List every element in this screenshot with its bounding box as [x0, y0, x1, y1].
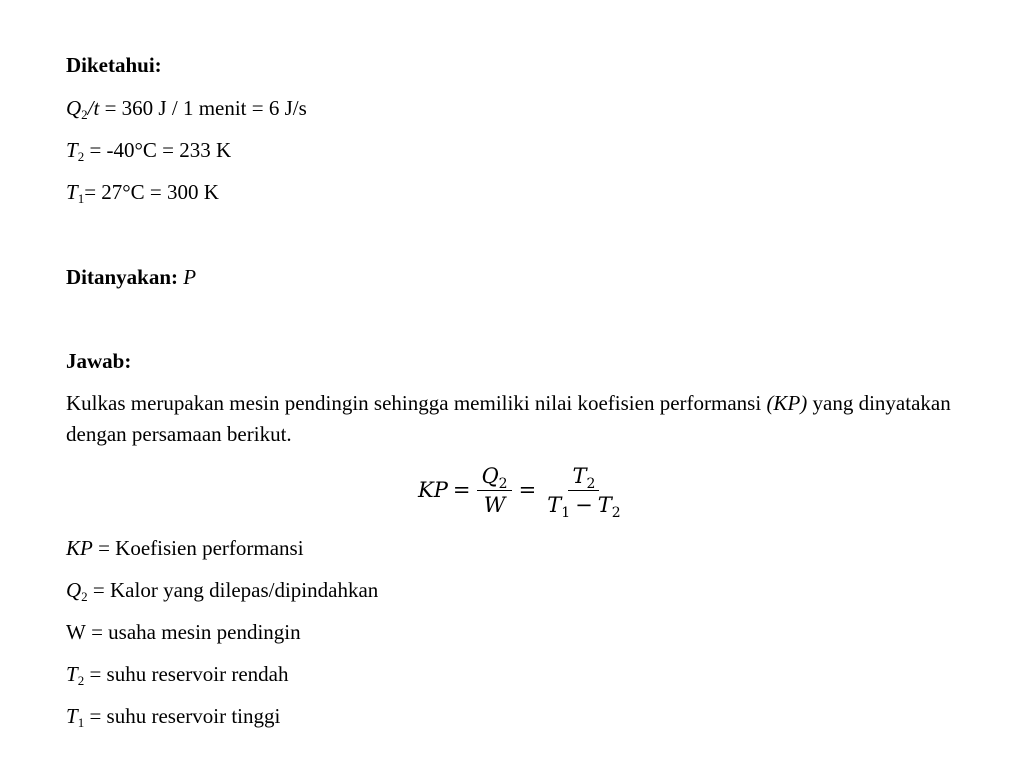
- definition-var: W: [66, 620, 86, 644]
- asked-line: [66, 264, 196, 290]
- var-t: T: [572, 463, 587, 488]
- var-q: Q: [66, 96, 82, 120]
- subscript: 1: [77, 715, 85, 730]
- value-text: = 27°C = 300 K: [84, 180, 219, 204]
- subscript: 2: [611, 504, 621, 521]
- var-t: /t: [87, 96, 100, 120]
- kp-formula: [418, 458, 627, 522]
- asked-value: P: [183, 265, 197, 289]
- subscript: 2: [81, 589, 88, 604]
- definition-var: KP: [66, 536, 93, 560]
- subscript: 2: [81, 107, 88, 122]
- definition-w: [66, 619, 301, 645]
- asked-heading: Ditanyakan:: [66, 265, 179, 289]
- subscript: 1: [77, 191, 85, 206]
- definition-text: = usaha mesin pendingin: [85, 620, 301, 644]
- equals-sign: =: [452, 478, 471, 502]
- fraction-t2-over-diff: [543, 463, 624, 521]
- known-line-heat-rate: [66, 95, 307, 121]
- var-t: T: [66, 138, 78, 162]
- known-heading: Diketahui:: [66, 53, 162, 77]
- definition-t2: [66, 661, 288, 687]
- answer-heading: Jawab:: [66, 349, 132, 373]
- formula-lhs: KP: [418, 478, 448, 502]
- definition-text: = Kalor yang dilepas/dipindahkan: [87, 578, 379, 602]
- var-t: T: [547, 492, 562, 517]
- definition-t1: [66, 703, 280, 729]
- definition-text: = suhu reservoir tinggi: [84, 704, 281, 728]
- known-line-t2: [66, 137, 231, 163]
- definition-q2: [66, 577, 378, 603]
- known-line-t1: [66, 179, 219, 205]
- value-text: = 360 J / 1 menit = 6 J/s: [99, 96, 307, 120]
- definition-var: Q: [66, 578, 82, 602]
- definition-var: T: [66, 662, 78, 686]
- equals-sign: =: [518, 478, 537, 502]
- subscript: 2: [498, 475, 508, 492]
- subscript: 2: [586, 475, 596, 492]
- subscript: 2: [77, 673, 85, 688]
- fraction-numerator: [477, 464, 511, 491]
- value-text: = -40°C = 233 K: [84, 138, 232, 162]
- definition-var: T: [66, 704, 78, 728]
- fraction-denominator: [543, 491, 624, 521]
- definition-kp: [66, 535, 304, 561]
- paragraph-text: Kulkas merupakan mesin pendingin sehingga memiliki nilai koefisien performansi: [66, 391, 767, 415]
- paragraph-text: yang dinyatakan dengan persamaan berikut.: [66, 391, 951, 446]
- subscript: 1: [561, 504, 571, 521]
- subscript: 2: [77, 149, 85, 164]
- var-t: T: [66, 180, 78, 204]
- minus-sign: −: [575, 492, 593, 517]
- var-q: Q: [481, 463, 499, 488]
- answer-paragraph: [66, 388, 956, 450]
- fraction-numerator: [568, 464, 599, 491]
- definition-text: = suhu reservoir rendah: [84, 662, 289, 686]
- fraction-q2-over-w: [477, 464, 511, 517]
- definition-text: = Koefisien performansi: [92, 536, 304, 560]
- paragraph-term: (KP): [766, 391, 808, 415]
- var-t: T: [597, 492, 612, 517]
- fraction-denominator: W: [483, 492, 506, 517]
